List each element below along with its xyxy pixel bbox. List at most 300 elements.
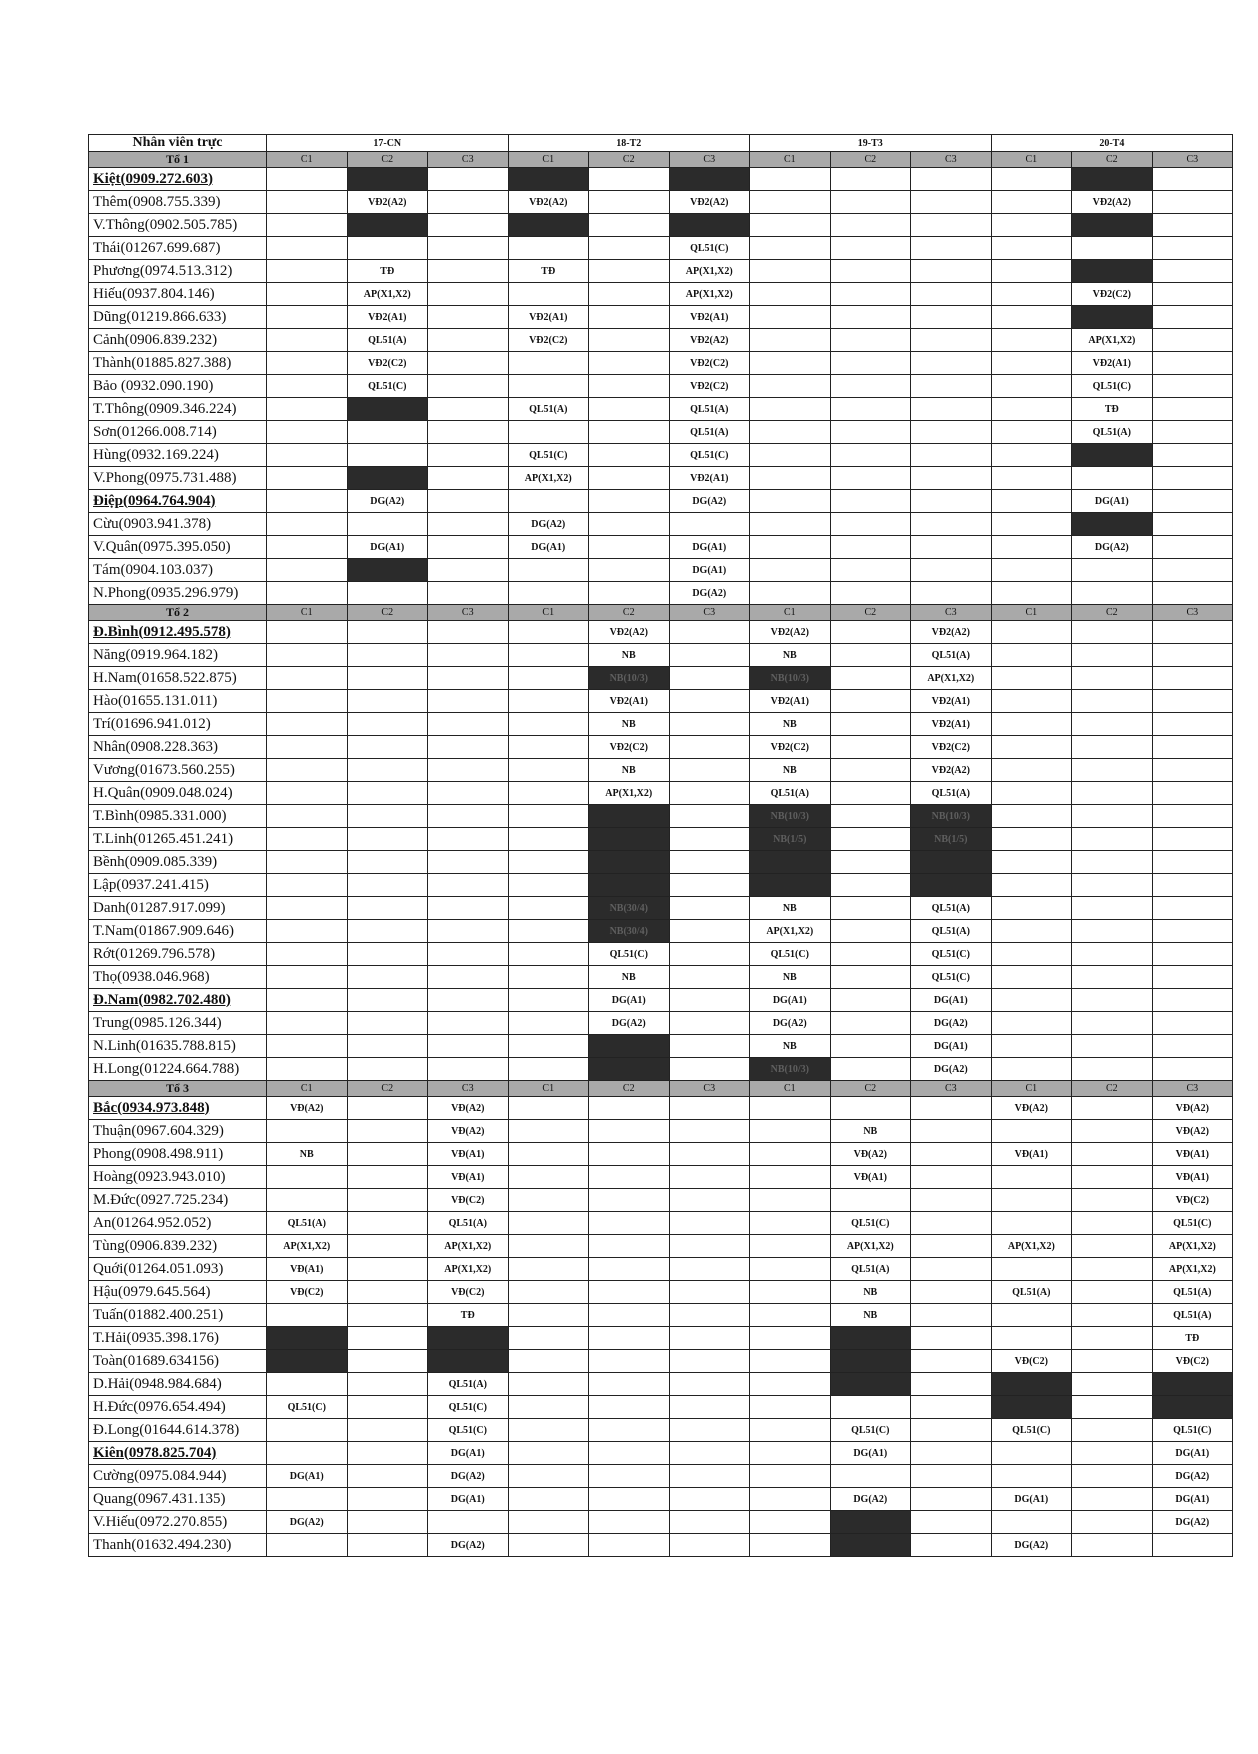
duty-cell [347, 828, 428, 851]
duty-cell [911, 329, 992, 352]
duty-cell [347, 989, 428, 1012]
duty-assignment: QL51(C) [911, 943, 992, 966]
shift-header-c1: C1 [267, 152, 348, 168]
duty-cell [347, 1189, 428, 1212]
staff-name: N.Phong(0935.296.979) [89, 582, 267, 605]
shift-header-c3: C3 [1152, 1081, 1233, 1097]
duty-assignment: DG(A2) [911, 1058, 992, 1081]
duty-cell [669, 1035, 750, 1058]
duty-cell [669, 713, 750, 736]
staff-row [89, 490, 1233, 513]
duty-cell [347, 421, 428, 444]
duty-cell [508, 1058, 589, 1081]
duty-cell [991, 1304, 1072, 1327]
duty-cell [589, 1511, 670, 1534]
duty-cell [267, 667, 348, 690]
staff-row [89, 375, 1233, 398]
staff-row [89, 1350, 1233, 1373]
staff-row [89, 1442, 1233, 1465]
duty-cell [589, 191, 670, 214]
duty-cell [830, 805, 911, 828]
duty-cell [267, 536, 348, 559]
duty-cell [1072, 874, 1153, 897]
staff-name: Thọ(0938.046.968) [89, 966, 267, 989]
blocked-cell: NB(10/3) [750, 1058, 831, 1081]
blocked-cell: NB(10/3) [589, 667, 670, 690]
duty-cell [589, 490, 670, 513]
blocked-cell [1152, 1396, 1233, 1419]
duty-cell [267, 1058, 348, 1081]
duty-cell [267, 897, 348, 920]
duty-cell [267, 1120, 348, 1143]
duty-cell [508, 713, 589, 736]
duty-cell [1072, 828, 1153, 851]
duty-assignment: TĐ [347, 260, 428, 283]
duty-cell [911, 352, 992, 375]
duty-assignment: DG(A1) [347, 536, 428, 559]
duty-assignment: DG(A2) [830, 1488, 911, 1511]
blocked-cell: NB(30/4) [589, 920, 670, 943]
duty-cell [508, 1442, 589, 1465]
duty-assignment: AP(X1,X2) [508, 467, 589, 490]
duty-cell [1072, 667, 1153, 690]
duty-cell [830, 421, 911, 444]
duty-cell [830, 513, 911, 536]
duty-cell [991, 851, 1072, 874]
staff-row [89, 214, 1233, 237]
blocked-cell [991, 1373, 1072, 1396]
duty-assignment: DG(A2) [991, 1534, 1072, 1557]
staff-row [89, 1465, 1233, 1488]
duty-cell [508, 805, 589, 828]
duty-assignment: QL51(A) [428, 1373, 509, 1396]
duty-assignment: QL51(A) [911, 782, 992, 805]
duty-assignment: VĐ2(A1) [347, 306, 428, 329]
staff-name: Thái(01267.699.687) [89, 237, 267, 260]
duty-cell [669, 943, 750, 966]
duty-cell [830, 713, 911, 736]
duty-cell [991, 667, 1072, 690]
duty-cell [991, 421, 1072, 444]
duty-cell [669, 897, 750, 920]
duty-assignment: VĐ2(A2) [589, 621, 670, 644]
duty-cell [589, 1465, 670, 1488]
duty-assignment: VĐ2(A2) [750, 621, 831, 644]
duty-cell [1072, 736, 1153, 759]
staff-name: T.Nam(01867.909.646) [89, 920, 267, 943]
duty-cell [830, 191, 911, 214]
duty-cell [267, 168, 348, 191]
duty-assignment: VĐ2(A1) [508, 306, 589, 329]
duty-cell [267, 690, 348, 713]
duty-cell [347, 1258, 428, 1281]
duty-cell [428, 283, 509, 306]
duty-cell [267, 513, 348, 536]
duty-cell [830, 329, 911, 352]
duty-assignment: QL51(C) [991, 1419, 1072, 1442]
duty-assignment: DG(A2) [428, 1534, 509, 1557]
duty-cell [428, 644, 509, 667]
duty-cell [750, 444, 831, 467]
duty-cell [589, 1419, 670, 1442]
duty-cell [830, 989, 911, 1012]
staff-row [89, 536, 1233, 559]
duty-assignment: QL51(A) [830, 1258, 911, 1281]
duty-assignment: NB [830, 1304, 911, 1327]
staff-name: Tuấn(01882.400.251) [89, 1304, 267, 1327]
shift-header-c3: C3 [911, 152, 992, 168]
duty-cell [589, 1396, 670, 1419]
blocked-cell [1072, 444, 1153, 467]
duty-cell [1152, 513, 1233, 536]
duty-cell [267, 214, 348, 237]
duty-cell [428, 966, 509, 989]
duty-cell [750, 1304, 831, 1327]
staff-name: Trí(01696.941.012) [89, 713, 267, 736]
duty-cell [267, 582, 348, 605]
duty-cell [669, 621, 750, 644]
duty-cell [991, 582, 1072, 605]
duty-cell [1152, 237, 1233, 260]
staff-name: V.Hiếu(0972.270.855) [89, 1511, 267, 1534]
staff-name: Bắc(0934.973.848) [89, 1097, 267, 1120]
duty-cell [1152, 713, 1233, 736]
blocked-cell [508, 168, 589, 191]
duty-assignment: VĐ(A1) [428, 1166, 509, 1189]
duty-cell [508, 1511, 589, 1534]
blocked-cell [750, 851, 831, 874]
duty-cell [1152, 421, 1233, 444]
duty-cell [1072, 759, 1153, 782]
staff-row [89, 1097, 1233, 1120]
duty-cell [1152, 375, 1233, 398]
duty-cell [267, 851, 348, 874]
duty-cell [830, 1465, 911, 1488]
shift-header-c1: C1 [267, 1081, 348, 1097]
duty-cell [508, 582, 589, 605]
duty-assignment: DG(A1) [669, 536, 750, 559]
duty-cell [911, 260, 992, 283]
duty-cell [508, 375, 589, 398]
duty-cell [347, 897, 428, 920]
staff-name: H.Đức(0976.654.494) [89, 1396, 267, 1419]
duty-cell [830, 559, 911, 582]
staff-name: Thanh(01632.494.230) [89, 1534, 267, 1557]
staff-name: Hoàng(0923.943.010) [89, 1166, 267, 1189]
duty-cell [911, 1120, 992, 1143]
staff-row [89, 1143, 1233, 1166]
duty-assignment: QL51(C) [1152, 1212, 1233, 1235]
duty-cell [589, 444, 670, 467]
duty-cell [669, 1465, 750, 1488]
staff-row [89, 989, 1233, 1012]
duty-cell [589, 1212, 670, 1235]
duty-cell [347, 582, 428, 605]
duty-cell [1072, 1534, 1153, 1557]
duty-cell [267, 1035, 348, 1058]
duty-assignment: AP(X1,X2) [1152, 1235, 1233, 1258]
duty-assignment: DG(A1) [830, 1442, 911, 1465]
duty-assignment: VĐ(A1) [428, 1143, 509, 1166]
duty-cell [1072, 943, 1153, 966]
duty-cell [991, 536, 1072, 559]
duty-cell [1072, 1442, 1153, 1465]
duty-cell [1072, 467, 1153, 490]
duty-assignment: DG(A1) [508, 536, 589, 559]
duty-cell [669, 513, 750, 536]
duty-cell [1152, 168, 1233, 191]
duty-cell [347, 644, 428, 667]
duty-cell [669, 1419, 750, 1442]
duty-assignment: DG(A2) [347, 490, 428, 513]
blocked-cell [267, 1350, 348, 1373]
day-header-17: 17-CN [267, 135, 509, 152]
duty-cell [669, 1396, 750, 1419]
duty-cell [991, 513, 1072, 536]
duty-cell [428, 513, 509, 536]
duty-cell [830, 828, 911, 851]
duty-cell [669, 966, 750, 989]
duty-assignment: DG(A1) [911, 989, 992, 1012]
staff-name: Quang(0967.431.135) [89, 1488, 267, 1511]
duty-cell [347, 1012, 428, 1035]
duty-assignment: VĐ(A1) [991, 1143, 1072, 1166]
duty-cell [669, 1097, 750, 1120]
duty-cell [347, 713, 428, 736]
duty-cell [347, 1120, 428, 1143]
duty-cell [508, 736, 589, 759]
shift-header-row [89, 1081, 1233, 1097]
duty-cell [1152, 644, 1233, 667]
staff-name: Nhân(0908.228.363) [89, 736, 267, 759]
duty-assignment: AP(X1,X2) [750, 920, 831, 943]
duty-cell [991, 375, 1072, 398]
duty-assignment: AP(X1,X2) [347, 283, 428, 306]
staff-row [89, 805, 1233, 828]
duty-cell [750, 214, 831, 237]
duty-assignment: VĐ2(A1) [669, 306, 750, 329]
duty-cell [911, 490, 992, 513]
duty-cell [750, 1166, 831, 1189]
duty-assignment: NB [750, 1035, 831, 1058]
shift-header-c1: C1 [750, 605, 831, 621]
duty-cell [428, 713, 509, 736]
duty-cell [830, 352, 911, 375]
duty-cell [911, 1488, 992, 1511]
staff-row [89, 559, 1233, 582]
duty-cell [991, 736, 1072, 759]
duty-cell [669, 1120, 750, 1143]
group-label: Tổ 2 [89, 605, 267, 621]
duty-cell [267, 1442, 348, 1465]
duty-cell [1152, 1012, 1233, 1035]
duty-assignment: NB [589, 966, 670, 989]
duty-cell [428, 1012, 509, 1035]
staff-row [89, 444, 1233, 467]
roster-body [89, 135, 1233, 1557]
duty-cell [1072, 1143, 1153, 1166]
duty-cell [1152, 1534, 1233, 1557]
duty-assignment: QL51(C) [428, 1419, 509, 1442]
duty-cell [347, 805, 428, 828]
duty-cell [428, 214, 509, 237]
duty-cell [508, 1419, 589, 1442]
duty-cell [267, 444, 348, 467]
duty-assignment: VĐ(A1) [267, 1258, 348, 1281]
duty-assignment: DG(A1) [750, 989, 831, 1012]
duty-cell [428, 736, 509, 759]
blocked-cell [830, 1373, 911, 1396]
duty-cell [750, 306, 831, 329]
shift-header-c3: C3 [669, 605, 750, 621]
duty-cell [267, 759, 348, 782]
staff-row [89, 874, 1233, 897]
duty-cell [267, 352, 348, 375]
blocked-cell: NB(1/5) [750, 828, 831, 851]
duty-cell [750, 421, 831, 444]
duty-cell [669, 1511, 750, 1534]
duty-cell [830, 690, 911, 713]
duty-cell [830, 920, 911, 943]
duty-assignment: TĐ [508, 260, 589, 283]
duty-cell [669, 1235, 750, 1258]
duty-cell [267, 467, 348, 490]
duty-cell [589, 1120, 670, 1143]
staff-row [89, 1235, 1233, 1258]
duty-cell [1072, 1419, 1153, 1442]
duty-cell [1072, 582, 1153, 605]
staff-row [89, 398, 1233, 421]
duty-cell [911, 1373, 992, 1396]
staff-name: Vương(01673.560.255) [89, 759, 267, 782]
duty-cell [669, 989, 750, 1012]
shift-header-c2: C2 [1072, 1081, 1153, 1097]
duty-cell [911, 421, 992, 444]
duty-cell [991, 897, 1072, 920]
duty-cell [830, 214, 911, 237]
staff-row [89, 1488, 1233, 1511]
duty-cell [428, 352, 509, 375]
duty-cell [1072, 782, 1153, 805]
duty-assignment: VĐ2(A2) [911, 759, 992, 782]
duty-assignment: DG(A1) [1072, 490, 1153, 513]
duty-cell [589, 375, 670, 398]
duty-cell [669, 805, 750, 828]
staff-row [89, 1166, 1233, 1189]
duty-assignment: QL51(A) [1152, 1304, 1233, 1327]
staff-name: Phương(0974.513.312) [89, 260, 267, 283]
duty-cell [1072, 1488, 1153, 1511]
shift-header-row [89, 152, 1233, 168]
duty-cell [428, 582, 509, 605]
duty-cell [267, 421, 348, 444]
staff-name: Hiếu(0937.804.146) [89, 283, 267, 306]
staff-name: T.Linh(01265.451.241) [89, 828, 267, 851]
blocked-cell: NB(1/5) [911, 828, 992, 851]
staff-name: T.Hải(0935.398.176) [89, 1327, 267, 1350]
duty-assignment: QL51(A) [911, 897, 992, 920]
duty-cell [669, 1166, 750, 1189]
duty-cell [1152, 444, 1233, 467]
duty-assignment: VĐ(A2) [428, 1120, 509, 1143]
duty-assignment: NB [830, 1120, 911, 1143]
duty-assignment: AP(X1,X2) [669, 283, 750, 306]
duty-assignment: TĐ [1072, 398, 1153, 421]
duty-assignment: QL51(A) [991, 1281, 1072, 1304]
duty-cell [347, 1035, 428, 1058]
duty-cell [508, 851, 589, 874]
duty-cell [589, 559, 670, 582]
duty-cell [991, 713, 1072, 736]
staff-row [89, 644, 1233, 667]
duty-cell [911, 214, 992, 237]
duty-cell [1152, 283, 1233, 306]
duty-cell [911, 1235, 992, 1258]
staff-name: Cảnh(0906.839.232) [89, 329, 267, 352]
duty-cell [750, 329, 831, 352]
duty-cell [1152, 536, 1233, 559]
duty-cell [1072, 897, 1153, 920]
duty-assignment: AP(X1,X2) [1152, 1258, 1233, 1281]
duty-cell [1152, 1035, 1233, 1058]
duty-cell [750, 1120, 831, 1143]
duty-cell [1072, 1304, 1153, 1327]
duty-cell [347, 513, 428, 536]
duty-cell [1072, 1373, 1153, 1396]
duty-cell [508, 1143, 589, 1166]
staff-name: T.Bình(0985.331.000) [89, 805, 267, 828]
duty-assignment: VĐ(A2) [830, 1143, 911, 1166]
duty-cell [508, 1373, 589, 1396]
staff-row [89, 1012, 1233, 1035]
shift-header-c1: C1 [508, 1081, 589, 1097]
staff-name: V.Phong(0975.731.488) [89, 467, 267, 490]
duty-cell [347, 1235, 428, 1258]
blocked-cell [589, 828, 670, 851]
duty-cell [669, 874, 750, 897]
duty-cell [669, 1442, 750, 1465]
duty-cell [508, 1235, 589, 1258]
duty-cell [911, 582, 992, 605]
duty-cell [991, 490, 1072, 513]
duty-cell [830, 237, 911, 260]
shift-header-c2: C2 [1072, 152, 1153, 168]
shift-header-c2: C2 [589, 152, 670, 168]
staff-row [89, 1258, 1233, 1281]
duty-cell [347, 1143, 428, 1166]
staff-row [89, 759, 1233, 782]
duty-cell [508, 1281, 589, 1304]
duty-cell [508, 667, 589, 690]
duty-assignment: QL51(A) [508, 398, 589, 421]
duty-assignment: NB [589, 713, 670, 736]
duty-cell [267, 329, 348, 352]
staff-name: Danh(01287.917.099) [89, 897, 267, 920]
staff-row [89, 1304, 1233, 1327]
duty-cell [750, 1327, 831, 1350]
duty-assignment: NB [830, 1281, 911, 1304]
duty-cell [991, 1465, 1072, 1488]
duty-cell [669, 1189, 750, 1212]
duty-assignment: DG(A2) [669, 490, 750, 513]
duty-assignment: VĐ2(A1) [1072, 352, 1153, 375]
shift-header-c3: C3 [428, 1081, 509, 1097]
duty-cell [589, 1373, 670, 1396]
duty-cell [508, 621, 589, 644]
duty-cell [911, 1465, 992, 1488]
duty-cell [1072, 1166, 1153, 1189]
day-header-19: 19-T3 [750, 135, 992, 152]
